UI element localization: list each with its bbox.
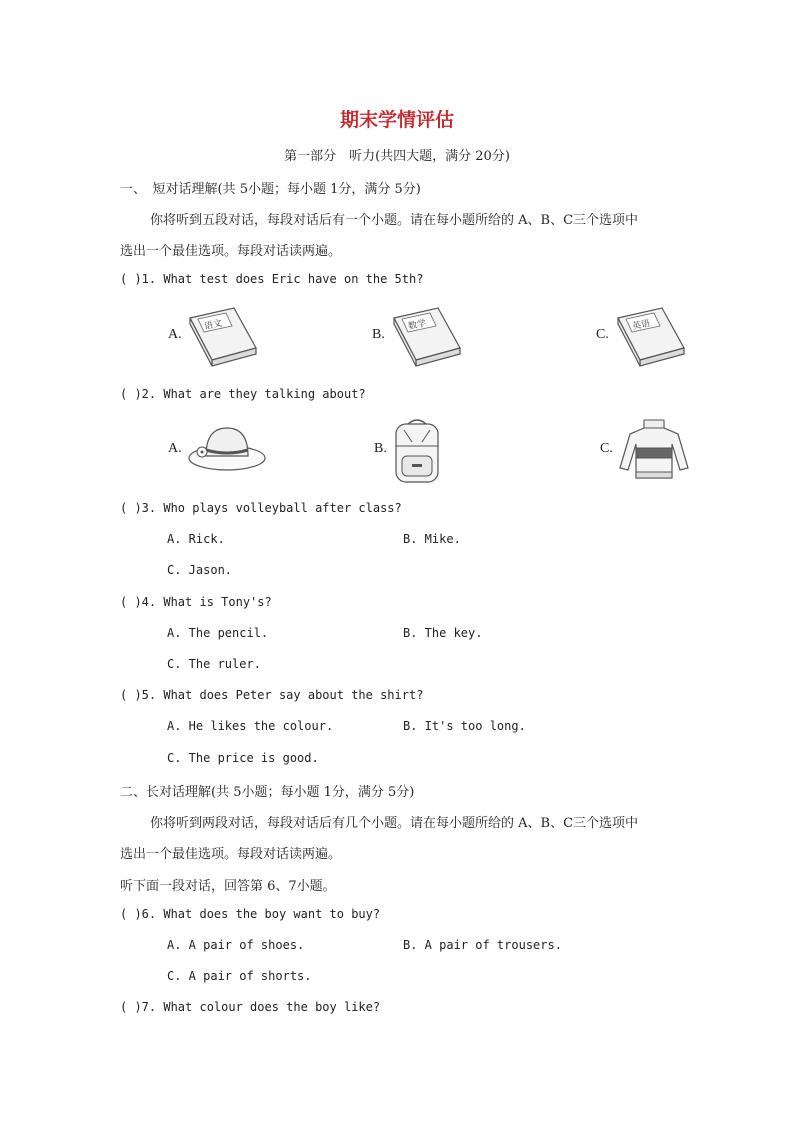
page-title: 期末学情评估	[339, 109, 454, 131]
part-subtitle: 第一部分 听力(共四大题，满分 20分)	[284, 149, 510, 164]
section1-heading: 一、 短对话理解(共 5小题；每小题 1分，满分 5分)	[120, 182, 421, 197]
question-7: ( )7. What colour does the boy like?	[120, 1000, 381, 1014]
section1-instruction-line1: 你将听到五段对话，每段对话后有一个小题。请在每小题所给的 A、B、C三个选项中	[150, 213, 639, 228]
q6-option-c[interactable]: C. A pair of shorts.	[167, 969, 312, 983]
question-6: ( )6. What does the boy want to buy?	[120, 907, 381, 921]
backpack-icon[interactable]	[390, 416, 444, 486]
q2-option-b-label: B.	[374, 441, 387, 456]
section1-instruction-line2: 选出一个最佳选项。每段对话读两遍。	[120, 244, 342, 259]
q3-option-b[interactable]: B. Mike.	[403, 532, 461, 546]
sweater-icon[interactable]	[618, 418, 690, 482]
section2-instruction-line3: 听下面一段对话，回答第 6、7小题。	[120, 879, 336, 894]
question-2: ( )2. What are they talking about?	[120, 387, 366, 401]
q6-option-a[interactable]: A. A pair of shoes.	[167, 938, 305, 952]
q6-option-b[interactable]: B. A pair of trousers.	[403, 938, 562, 952]
section2-instruction-line2: 选出一个最佳选项。每段对话读两遍。	[120, 847, 342, 862]
section2-instruction-line1: 你将听到两段对话，每段对话后有几个小题。请在每小题所给的 A、B、C三个选项中	[150, 816, 639, 831]
q4-option-a[interactable]: A. The pencil.	[167, 626, 269, 640]
question-5: ( )5. What does Peter say about the shirt?	[120, 688, 424, 702]
q1-book-b-title: 数学	[407, 318, 428, 333]
q1-book-a-title: 语文	[203, 318, 224, 333]
question-4: ( )4. What is Tony's?	[120, 595, 272, 609]
english-book-icon[interactable]	[614, 304, 688, 368]
q1-option-b-label: B.	[372, 327, 385, 342]
q4-option-b[interactable]: B. The key.	[403, 626, 483, 640]
section2-heading: 二、长对话理解(共 5小题；每小题 1分，满分 5分)	[120, 785, 415, 800]
q2-option-a-label: A.	[168, 441, 182, 456]
q4-option-c[interactable]: C. The ruler.	[167, 657, 261, 671]
chinese-book-icon[interactable]	[186, 304, 260, 368]
q2-option-c-label: C.	[600, 441, 613, 456]
math-book-icon[interactable]	[390, 304, 464, 368]
q3-option-a[interactable]: A. Rick.	[167, 532, 225, 546]
q3-option-c[interactable]: C. Jason.	[167, 563, 233, 577]
question-3: ( )3. Who plays volleyball after class?	[120, 501, 402, 515]
q1-book-c-title: 英语	[631, 318, 652, 333]
hat-icon[interactable]	[186, 420, 268, 476]
question-1: ( )1. What test does Eric have on the 5th?	[120, 272, 424, 286]
q5-option-b[interactable]: B. It's too long.	[403, 719, 526, 733]
q1-option-c-label: C.	[596, 327, 609, 342]
q5-option-a[interactable]: A. He likes the colour.	[167, 719, 334, 733]
q1-option-a-label: A.	[168, 327, 182, 342]
q5-option-c[interactable]: C. The price is good.	[167, 751, 319, 765]
